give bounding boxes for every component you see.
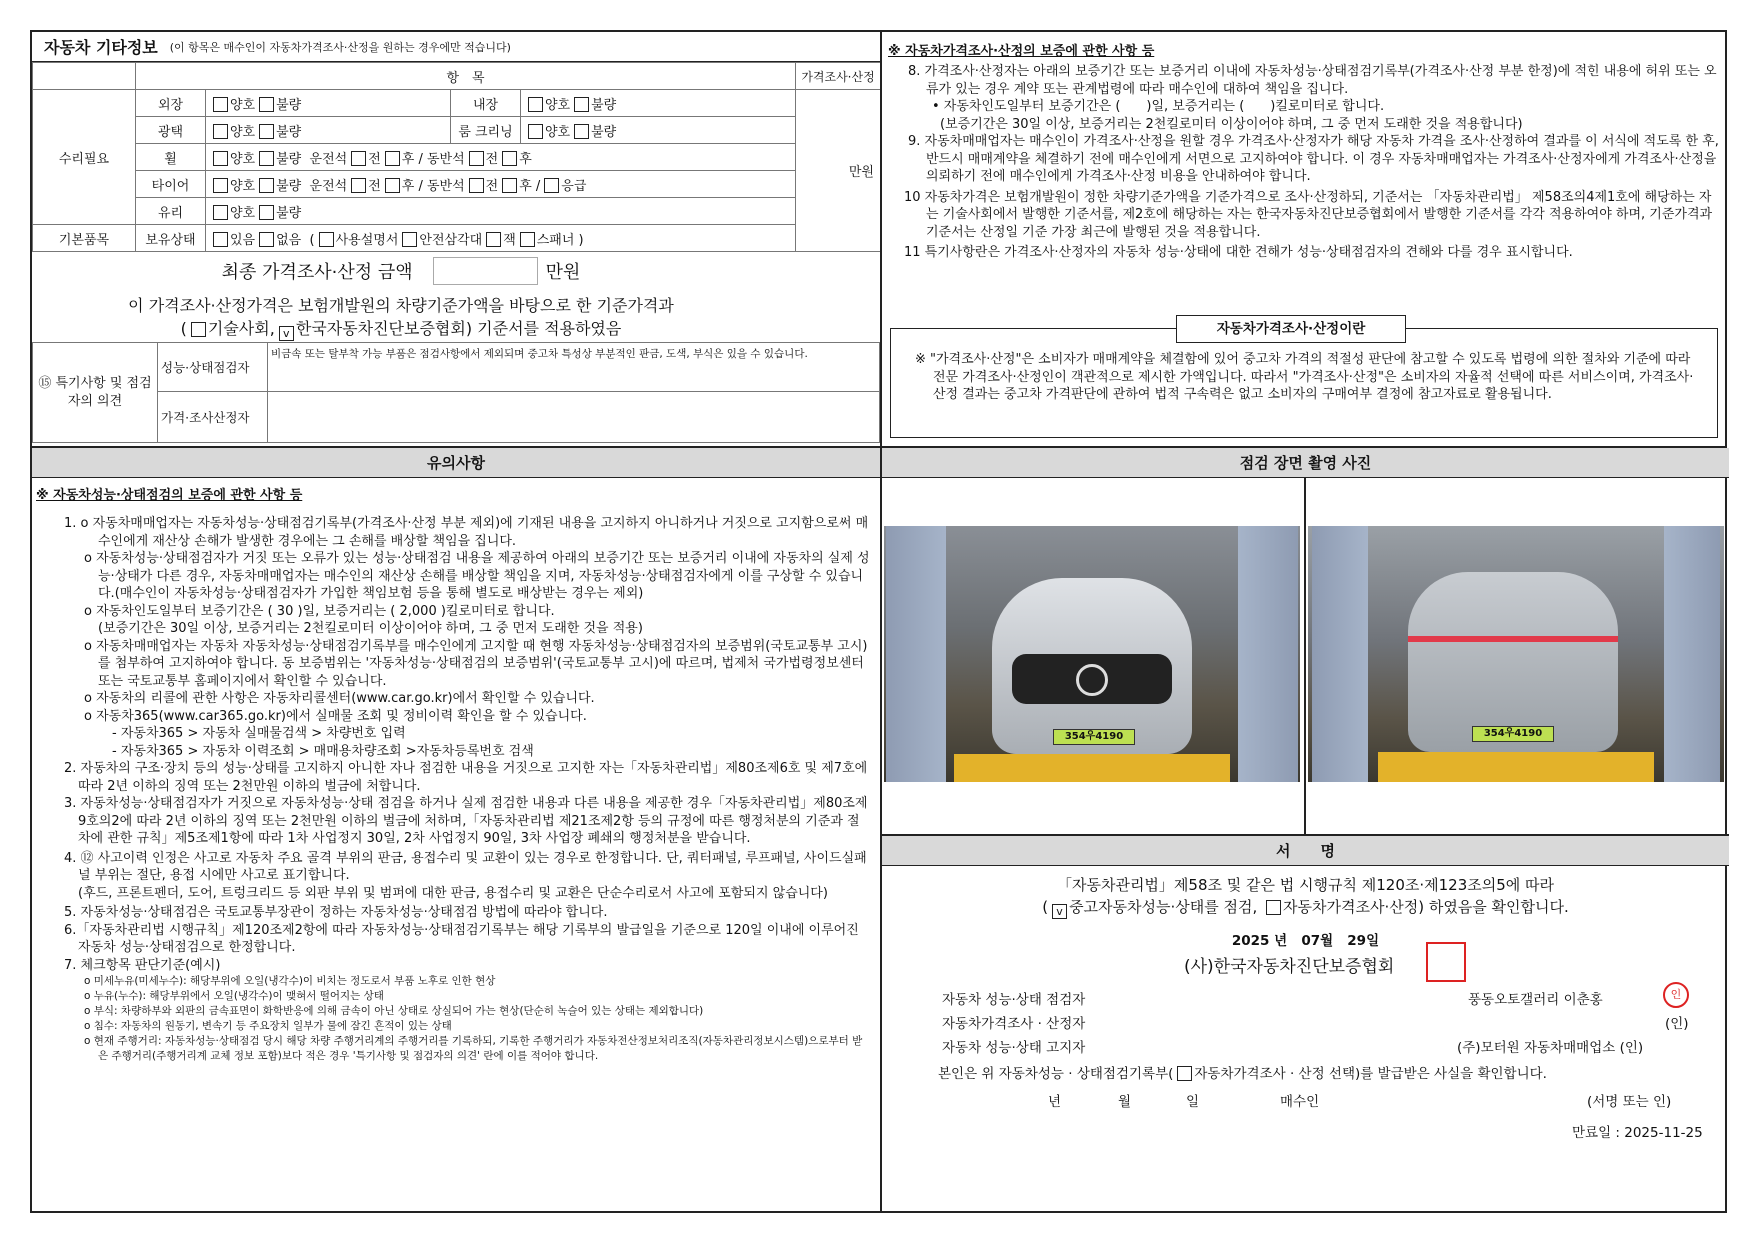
final-price-unit: 만원 (545, 262, 581, 283)
sign-date: 2025 년 07월 29일 (1231, 933, 1380, 949)
notice-4: 4. ⑫ 사고이력 인정은 사고로 자동차 주요 골격 부위의 판금, 용접수리 및 교환이 있는 경우로 한정합니다. 단, 쿼터패널, 루프패널, 사이드실패널 부위는 절단, 용접 시에만 사고로 표기합니다. (64, 850, 867, 883)
guarantee-item-9: 9. 자동차매매업자는 매수인이 가격조사·산정을 원할 경우 가격조사·산정자가 해당 자동차 가격을 조사·산정하여 결과를 이 서식에 적도록 한 후, 반드시 매매계약을 체결하기 전에 매수인에게 서면으로 고지하여야 합니다. 이 경우 자동차매매업자는 가격조사·산정자에게 가격조사·산정을 의뢰하기 전에 매수인에게 가격조사·산정 비용을 안내하여야 합니다. (908, 134, 1719, 184)
notice-2: 2. 자동차의 구조·장치 등의 성능·상태를 고지하지 아니한 자나 점검한 내용을 거짓으로 고지한 자는「자동차관리법」제80조제6호 및 제7호에 따라 2년 이하의 징역 또는 2천만원 이하의 벌금에 처합니다. (64, 761, 868, 794)
wheel-good-checkbox[interactable] (213, 151, 228, 166)
int-label: 내장 (451, 90, 521, 117)
guarantee-item-11: 11 특기사항란은 가격조사·산정자의 자동차 성능·상태에 대한 견해가 성능·상태점검자의 견해와 다를 경우 표시합니다. (904, 245, 1573, 260)
notice-1b: o 자동차성능·상태점검자가 거짓 또는 오류가 있는 성능·상태점검 내용을 제공하여 아래의 보증기간 또는 보증거리 이내에 자동차의 실제 성능·상태가 다른 경우, 자동차매매업자는 매수인의 재산상 손해를 배상할 책임을 지며, 자동차성능·상태점검자에게 이를 구상할 수 있습니다.(매수인이 자동차성능·상태점검자가 가입한 책임보험 등을 통해 별도로 배상받는 경우는 제외) (84, 551, 870, 601)
buyer-day-label: 일 (1186, 1094, 1200, 1110)
front-photo (884, 526, 1300, 782)
glass-label: 유리 (136, 198, 206, 225)
check-criteria-3: o 부식: 차량하부와 외판의 금속표면이 화학반응에 의해 금속이 아닌 상태로 상실되어 가는 현상(단순히 녹슬어 있는 상태는 제외합니다) (84, 1005, 704, 1017)
tech-society-checkbox[interactable] (191, 322, 206, 337)
other-info-table: 항 목 가격조사·산정 수리필요 외장 양호 불량 내장 양호 불량 만원 광택 양호 불량 룸 크리닝 양호 불량 휠 양호 불량 운전석 전 후 / 동반석 전 후 타이어 양호 불량 운전석 전 후 / 동반석 전 후 / 응급 유리 양호 불량 기본품목 보유상태 있음 없음 ( 사용설명서 안전삼각대 잭 스패너 ) (32, 62, 880, 252)
tire-pass-rear-checkbox[interactable] (502, 178, 517, 193)
gloss-good-checkbox[interactable] (213, 124, 228, 139)
room-bad-checkbox[interactable] (574, 124, 589, 139)
notice-3: 3. 자동차성능·상태점검자가 거짓으로 자동차성능·상태 점검을 하거나 실제 점검한 내용과 다른 내용을 제공한 경우「자동차관리법」제80조제9호의2에 따라 2년 이하의 징역 또는 2천만원 이하의 벌금에 처하며,「자동차관리법 제21조제2항 등의 규정에 따른 행정처분의 기준과 절차에 관한 규칙」제5조제1항에 따라 1차 사업정지 30일, 2차 사업정지 90일, 3차 사업장 폐쇄의 행정처분을 받습니다. (64, 796, 868, 846)
guarantee-item-10: 10 자동차가격은 보험개발원이 정한 차량기준가액을 기준가격으로 조사·산정하되, 기준서는 「자동차관리법」 제58조의4제1호에 해당하는 자는 기술사회에서 발행한 기준서를, 제2호에 해당하는 자는 한국자동차진단보증협회에서 발행한 기준서를 각각 적용하여야 하며, 기준가격과 기준서는 산정일 기준 가장 최근에 발행된 것을 적용합니다. (904, 189, 1713, 240)
notice-header: 유의사항 (32, 448, 880, 478)
tire-pass-front-checkbox[interactable] (469, 178, 484, 193)
special-notes-table (32, 342, 880, 443)
inspector-label: 성능·상태점검자 (158, 343, 268, 392)
guarantee-item-8a: • 자동차인도일부터 보증기간은 ( )일, 보증거리는 ( )킬로미터로 합니다. (932, 99, 1385, 114)
notice-6: 6.「자동차관리법 시행규칙」제120조제2항에 따라 자동차성능·상태점검기록부는 해당 기록부의 발급일을 기준으로 120일 이내에 이루어진 자동차 성능·상태점검으로 한정합니다. (64, 922, 859, 955)
notice-5: 5. 자동차성능·상태점검은 국토교통부장관이 정하는 자동차성능·상태점검 방법에 따라야 합니다. (64, 905, 608, 920)
expiry-date: 만료일 : 2025-11-25 (1572, 1125, 1703, 1141)
front-plate: 354우4190 (1053, 729, 1135, 745)
notice-7: 7. 체크항목 판단기준(예시) (64, 957, 221, 973)
notice-title: ※ 자동차성능·상태점검의 보증에 관한 사항 등 (36, 488, 303, 503)
buyer-label: 매수인 (1280, 1094, 1320, 1110)
notice-1d: o 자동차매매업자는 자동차 자동차성능·상태점검기록부를 매수인에게 고지할 때 현행 자동차성능·상태점검자의 보증범위(국토교통부 고시)를 첨부하여 고지하여야 합니다. 동 보증범위는 '자동차성능·상태점검의 보증범위'(국토교통부 고시)에 따르며, 법제처 국가법령정보센터 또는 국토교통부 홈페이지에서 확인할 수 있습니다. (84, 638, 868, 689)
price-definition-text: ※ "가격조사·산정"은 소비자가 매매계약을 체결함에 있어 중고차 가격의 적절성 판단에 참고할 수 있도록 법령에 의한 절차와 기준에 따라 전문 가격조사·산정인이 객관적으로 제시한 가액입니다. 따라서 "가격조사·산정"은 소비자의 자율적 선택에 따른 서비스이며, 가격조사·산정 결과는 중고차 가격판단에 관하여 법적 구속력은 없고 소비자의 구매여부 결정에 참고자료로 활용됩니다. (915, 352, 1694, 402)
glass-bad-checkbox[interactable] (259, 205, 274, 220)
check-criteria-5: o 현재 주행거리: 자동차성능·상태점검 당시 해당 차량 주행거리계의 주행거리를 기록하되, 기록한 주행거리가 자동차전산정보처리조직(자동차관리정보시스템)으로부터 받은 주행거리(주행거리계 교체 정보 포함)보다 적은 경우 '특기사항 및 점검자의 의견' 란에 이를 적어야 합니다. (84, 1035, 863, 1062)
wheel-pass-front-checkbox[interactable] (469, 151, 484, 166)
check-criteria-4: o 침수: 자동차의 원동기, 변속기 등 주요장치 일부가 물에 잠긴 흔적이 있는 상태 (84, 1020, 452, 1032)
gloss-bad-checkbox[interactable] (259, 124, 274, 139)
pricer-role: 자동차가격조사 · 산정자 (942, 1016, 1086, 1032)
buyer-confirmation: 본인은 위 자동차성능 · 상태점검기록부( 자동차가격조사 · 산정 선택)를 발급받은 사실을 확인합니다. (938, 1066, 1547, 1082)
jack-checkbox[interactable] (486, 232, 501, 247)
tire-emergency-checkbox[interactable] (544, 178, 559, 193)
pricer-label: 가격·조사산정자 (158, 391, 268, 442)
manual-checkbox[interactable] (319, 232, 334, 247)
notice-section (32, 448, 880, 1215)
mercedes-logo-icon (1076, 664, 1108, 696)
notice-4b: (후드, 프론트펜더, 도어, 트렁크리드 등 외판 부위 및 범퍼에 대한 판금, 용접수리 및 교환은 단순수리로서 사고에 포함되지 않습니다) (78, 885, 828, 901)
photo-header: 점검 장면 촬영 사진 (882, 448, 1729, 478)
guarantee-item-8: 8. 가격조사·산정자는 아래의 보증기간 또는 보증거리 이내에 자동차성능·상태점검기록부(가격조사·산정 부분 한정)에 적힌 내용에 허위 또는 오류가 있는 경우 계약 또는 관계법령에 따라 매수인에 대하여 책임을 집니다. (908, 64, 1717, 97)
other-info-section (32, 32, 880, 446)
special-notes-label: ⑮ 특기사항 및 점검자의 의견 (33, 343, 158, 443)
photo-section (882, 448, 1729, 834)
notifier-name: (주)모터원 자동차매매업소 (인) (1457, 1040, 1644, 1056)
tire-label: 타이어 (136, 171, 206, 198)
buyer-year-label: 년 (1048, 1094, 1062, 1110)
wheel-driver-rear-checkbox[interactable] (385, 151, 400, 166)
none-checkbox[interactable] (259, 232, 274, 247)
wheel-pass-rear-checkbox[interactable] (502, 151, 517, 166)
sign-line-1: 「자동차관리법」제58조 및 같은 법 시행규칙 제120조·제123조의5에 따라 (1056, 876, 1555, 894)
notice-1h: - 자동차365 > 자동차 이력조회 > 매매용차량조회 >자동차등록번호 검색 (112, 743, 534, 759)
pricer-opinion[interactable] (268, 391, 880, 442)
notifier-role: 자동차 성능·상태 고지자 (942, 1040, 1086, 1056)
col-item-header: 항 목 (136, 63, 796, 90)
tire-good-checkbox[interactable] (213, 178, 228, 193)
ext-good-checkbox[interactable] (213, 97, 228, 112)
guarantee-item-8b: (보증기간은 30일 이상, 보증거리는 2천킬로미터 이상이어야 하며, 그 중 먼저 도래한 것을 적용합니다) (940, 116, 1523, 132)
other-info-title: 자동차 기타정보 (44, 38, 158, 57)
pricer-seal: (인) (1665, 1016, 1689, 1032)
inspector-role: 자동차 성능·상태 점검자 (942, 992, 1086, 1008)
wheel-driver-front-checkbox[interactable] (351, 151, 366, 166)
check-criteria-1: o 미세누유(미세누수): 해당부위에 오일(냉각수)이 비치는 정도로서 부품 노후로 인한 현상 (84, 975, 496, 987)
basic-items-label: 기본품목 (33, 225, 136, 252)
org-seal-icon (1426, 942, 1466, 982)
int-good-checkbox[interactable] (528, 97, 543, 112)
buyer-month-label: 월 (1118, 1094, 1132, 1110)
basis-line-2: ( 기술사회, v 한국자동차진단보증협회) 기준서를 적용하였음 (180, 319, 622, 340)
buyer-signature[interactable]: (서명 또는 인) (1587, 1094, 1672, 1110)
price-guarantee-section (882, 32, 1729, 446)
notice-1g: - 자동차365 > 자동차 실매물검색 > 차량번호 입력 (112, 726, 406, 741)
notice-1a: 1. o 자동차매매업자는 자동차성능·상태점검기록부(가격조사·산정 부분 제외)에 기재된 내용을 고지하지 아니하거나 거짓으로 고지함으로써 매수인에게 재산상 손해가 발생한 경우에는 그 손해를 배상할 책임을 집니다. (64, 516, 869, 549)
gloss-label: 광택 (136, 117, 206, 144)
notice-1c2: (보증기간은 30일 이상, 보증거리는 2천킬로미터 이상이어야 하며, 그 중 먼저 도래한 것을 적용) (98, 621, 643, 636)
notice-1e: o 자동차의 리콜에 관한 사항은 자동차리콜센터(www.car.go.kr)에서 확인할 수 있습니다. (84, 691, 595, 706)
inspector-name: 풍동오토갤러리 이춘홍 (1468, 992, 1603, 1008)
rear-plate: 354우4190 (1472, 726, 1554, 742)
inspector-seal-icon: 인 (1663, 982, 1689, 1008)
spanner-checkbox[interactable] (520, 232, 535, 247)
inspector-opinion: 비금속 또는 탈부착 가능 부품은 점검사항에서 제외되며 중고차 특성상 부분적인 판금, 도색, 부식은 있을 수 있습니다. (268, 343, 880, 392)
final-price-input[interactable] (433, 257, 538, 285)
rear-photo (1308, 526, 1724, 782)
ext-bad-checkbox[interactable] (259, 97, 274, 112)
tire-bad-checkbox[interactable] (259, 178, 274, 193)
notice-1f: o 자동차365(www.car365.go.kr)에서 실매물 조회 및 정비이력 확인을 할 수 있습니다. (84, 708, 587, 724)
inspection-record-page (30, 30, 1727, 1213)
signature-section (882, 834, 1729, 1215)
final-price-label: 최종 가격조사·산정 금액 (221, 262, 413, 283)
signature-header: 서 명 (882, 836, 1729, 866)
hold-label: 보유상태 (136, 225, 206, 252)
wheel-label: 휠 (136, 144, 206, 171)
wheel-bad-checkbox[interactable] (259, 151, 274, 166)
price-unit: 만원 (796, 90, 881, 252)
price-definition-box (890, 321, 1718, 438)
tire-driver-rear-checkbox[interactable] (385, 178, 400, 193)
price-definition-title: 자동차가격조사·산정이란 (1176, 315, 1406, 343)
buyer-price-checkbox[interactable] (1177, 1066, 1192, 1081)
org-name: (사)한국자동차진단보증협회 (1184, 957, 1395, 977)
other-info-note: (이 항목은 매수인이 자동차가격조사·산정을 원하는 경우에만 적습니다) (169, 40, 511, 54)
price-guarantee-title: ※ 자동차가격조사·산정의 보증에 관한 사항 등 (888, 44, 1155, 59)
have-checkbox[interactable] (213, 232, 228, 247)
check-criteria-2: o 누유(누수): 해당부위에서 오일(냉각수)이 맺혀서 떨어지는 상태 (84, 990, 384, 1002)
price-check-checkbox[interactable] (1266, 900, 1281, 915)
repair-label: 수리필요 (33, 90, 136, 225)
triangle-checkbox[interactable] (402, 232, 417, 247)
ext-label: 외장 (136, 90, 206, 117)
room-label: 룸 크리닝 (451, 117, 521, 144)
notice-1c: o 자동차인도일부터 보증기간은 ( 30 )일, 보증거리는 ( 2,000 )킬로미터로 합니다. (84, 603, 555, 619)
glass-good-checkbox[interactable] (213, 205, 228, 220)
col-price-header: 가격조사·산정 (796, 63, 881, 90)
basis-line-1: 이 가격조사·산정가격은 보험개발원의 차량기준가액을 바탕으로 한 기준가격과 (128, 296, 674, 315)
kaida-checkbox[interactable]: v (279, 326, 294, 341)
int-bad-checkbox[interactable] (574, 97, 589, 112)
room-good-checkbox[interactable] (528, 124, 543, 139)
performance-check-checkbox[interactable]: v (1052, 904, 1067, 919)
tire-driver-front-checkbox[interactable] (351, 178, 366, 193)
sign-line-2: ( v 중고자동차성능·상태를 점검, 자동차가격조사·산정) 하였음을 확인합니다. (1042, 898, 1569, 918)
